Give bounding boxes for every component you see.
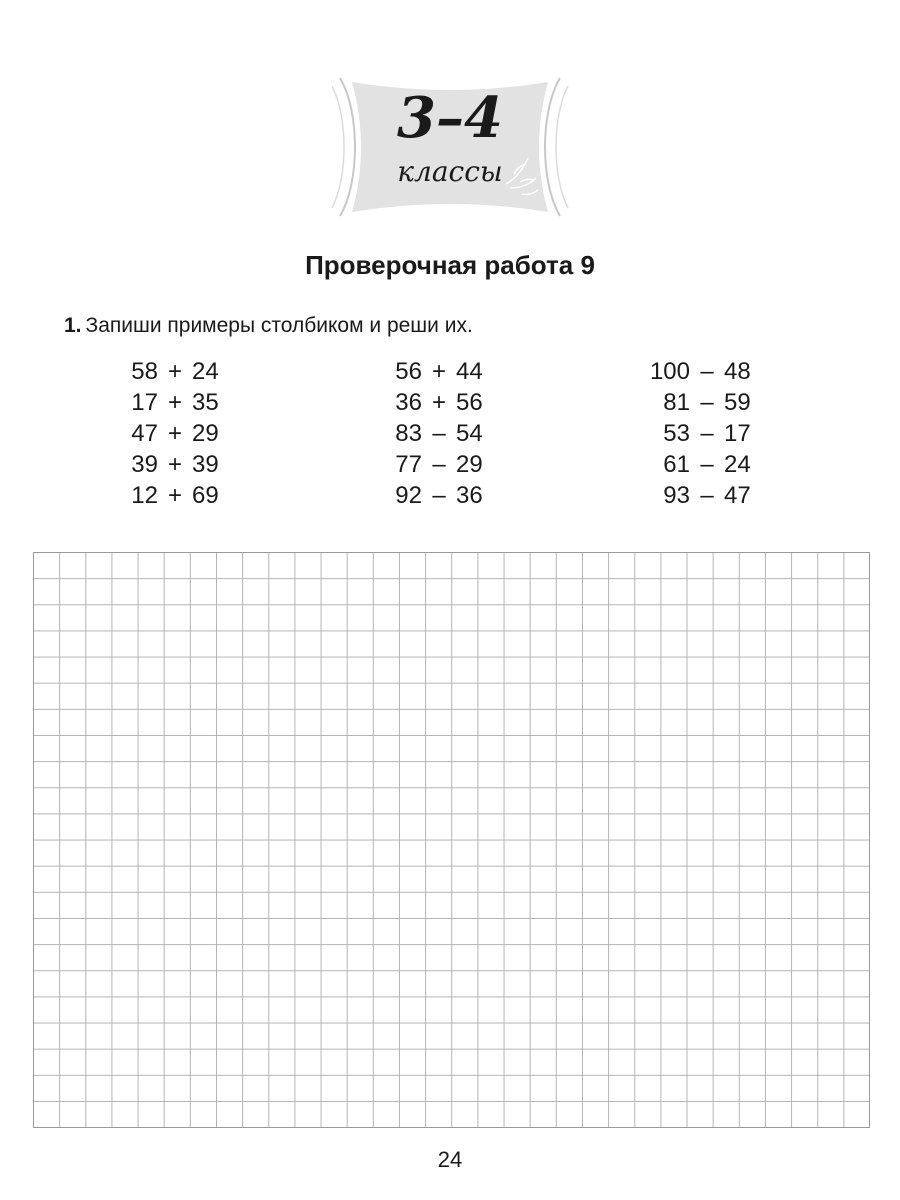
page-title: Проверочная работа 9 — [305, 250, 595, 280]
page-number: 24 — [437, 1147, 463, 1172]
operand-a: 58 — [131, 358, 158, 385]
operator: + — [167, 389, 182, 416]
grade-label: классы — [397, 155, 503, 188]
operand-a: 81 — [663, 389, 690, 416]
operand-a: 83 — [395, 420, 422, 447]
examples-column-3 — [628, 356, 762, 511]
operator: – — [700, 358, 714, 385]
example-row — [628, 387, 762, 418]
task-instruction — [64, 311, 473, 341]
operand-a: 47 — [131, 420, 158, 447]
operand-b: 48 — [724, 358, 751, 385]
operand-a: 92 — [395, 482, 422, 509]
operand-a: 56 — [395, 358, 422, 385]
grade-number: 3–4 — [397, 85, 503, 151]
operator: + — [167, 482, 182, 509]
example-row — [110, 387, 230, 418]
operator: + — [167, 451, 182, 478]
operand-b: 17 — [724, 420, 751, 447]
example-row — [374, 449, 494, 480]
operand-b: 69 — [192, 482, 219, 509]
grade-badge — [330, 72, 570, 222]
operator: – — [700, 451, 714, 478]
example-row — [110, 356, 230, 387]
operator: – — [700, 482, 714, 509]
examples-column-1 — [110, 356, 230, 511]
operand-a: 39 — [131, 451, 158, 478]
operand-a: 53 — [663, 420, 690, 447]
examples-column-2 — [374, 356, 494, 511]
operator: + — [431, 358, 446, 385]
operand-a: 17 — [131, 389, 158, 416]
operator: – — [432, 451, 446, 478]
operand-a: 93 — [663, 482, 690, 509]
operator: + — [431, 389, 446, 416]
example-row — [628, 480, 762, 511]
example-row — [628, 418, 762, 449]
example-row — [110, 418, 230, 449]
squared-paper-grid[interactable] — [33, 552, 870, 1128]
operator: – — [432, 482, 446, 509]
operand-b: 44 — [456, 358, 483, 385]
operator: – — [432, 420, 446, 447]
operand-b: 59 — [724, 389, 751, 416]
example-row — [374, 418, 494, 449]
task-text: Запиши примеры столбиком и реши их. — [85, 314, 473, 337]
operand-b: 24 — [192, 358, 219, 385]
example-row — [374, 356, 494, 387]
operator: + — [167, 420, 182, 447]
operand-b: 54 — [456, 420, 483, 447]
operand-a: 36 — [395, 389, 422, 416]
operand-b: 56 — [456, 389, 483, 416]
example-row — [628, 356, 762, 387]
operand-b: 24 — [724, 451, 751, 478]
operand-a: 77 — [395, 451, 422, 478]
operand-a: 61 — [663, 451, 690, 478]
operand-b: 29 — [192, 420, 219, 447]
example-row — [374, 480, 494, 511]
operand-a: 12 — [131, 482, 158, 509]
example-row — [374, 387, 494, 418]
operand-b: 36 — [456, 482, 483, 509]
operand-a: 100 — [649, 358, 690, 385]
example-row — [110, 480, 230, 511]
operand-b: 39 — [192, 451, 219, 478]
example-row — [110, 449, 230, 480]
operand-b: 47 — [724, 482, 751, 509]
operator: + — [167, 358, 182, 385]
operand-b: 35 — [192, 389, 219, 416]
operator: – — [700, 420, 714, 447]
example-row — [628, 449, 762, 480]
operand-b: 29 — [456, 451, 483, 478]
task-number: 1. — [64, 314, 82, 337]
operator: – — [700, 389, 714, 416]
